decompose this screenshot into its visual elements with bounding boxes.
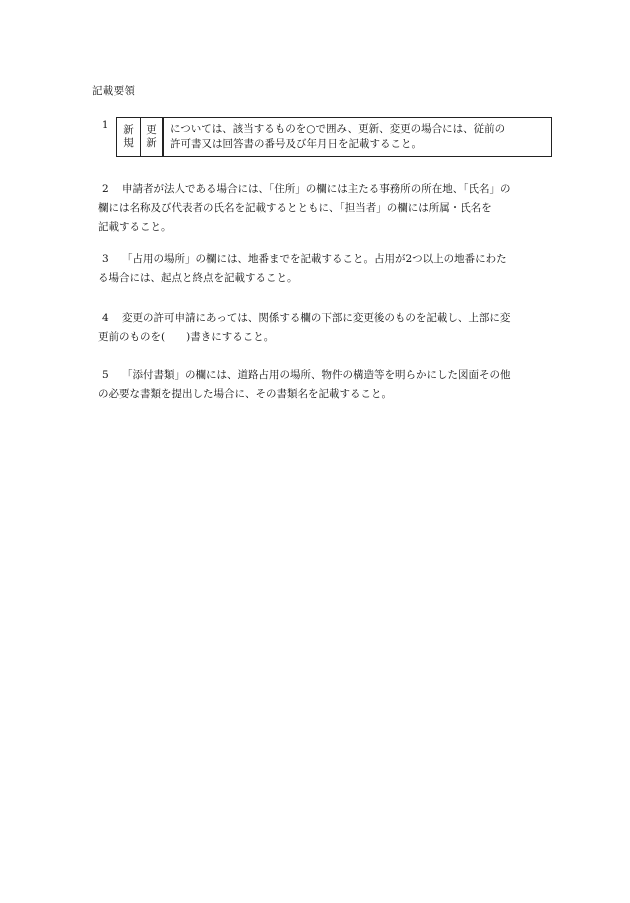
item-4 [98, 309, 554, 347]
item-1-text [163, 117, 552, 157]
item-3-line-1: 「占用の場所」の欄には、地番までを記載すること。占用が2つ以上の地番にわた [122, 253, 507, 265]
item-1-line-2: 許可書又は回答書の番号及び年月日を記載すること。 [170, 138, 422, 150]
item-2-line-3: 記載すること。 [98, 221, 172, 233]
option-new-bottom: 規 [123, 137, 134, 149]
option-renewal-top: 更 [146, 124, 157, 136]
item-number: 1 [102, 120, 109, 131]
item-3-line-2: る場合には、起点と終点を記載すること。 [98, 272, 298, 284]
item-3 [98, 250, 554, 288]
item-number: 2 [102, 183, 109, 195]
item-4-line-2: 更前のものを( )書きにすること。 [98, 331, 275, 343]
item-number: 3 [102, 253, 109, 265]
item-5-line-1: 「添付書類」の欄には、道路占用の場所、物件の構造等を明らかにした図面その他 [122, 369, 511, 381]
option-table [116, 117, 163, 157]
item-1-line-1: については、該当するものを○で囲み、更新、変更の場合には、従前の [170, 123, 506, 135]
item-5 [98, 366, 554, 404]
item-2-line-2: 欄には名称及び代表者の氏名を記載するとともに、「担当者」の欄には所属・氏名を [98, 202, 492, 214]
option-new [117, 118, 141, 156]
page-title: 記載要領 [92, 85, 136, 97]
item-number: 4 [102, 312, 109, 324]
item-5-line-2: の必要な書類を提出した場合に、その書類名を記載すること。 [98, 388, 392, 400]
option-renewal-bottom: 新 [146, 137, 157, 149]
item-2 [98, 180, 554, 237]
item-1-block [116, 117, 552, 157]
option-renewal [141, 118, 163, 156]
item-2-line-1: 申請者が法人である場合には、「住所」の欄には主たる事務所の所在地、「氏名」の [122, 183, 511, 195]
item-4-line-1: 変更の許可申請にあっては、関係する欄の下部に変更後のものを記載し、上部に変 [122, 312, 511, 324]
option-new-top: 新 [123, 124, 134, 136]
item-number: 5 [102, 369, 109, 381]
